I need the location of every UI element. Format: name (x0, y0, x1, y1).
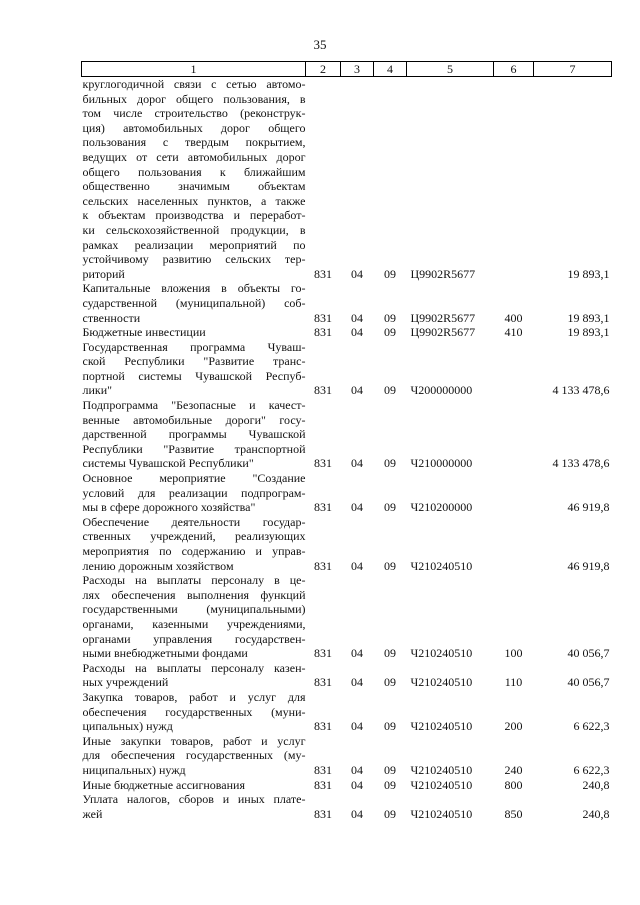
table-row (82, 398, 612, 471)
section-code: 04 (351, 310, 363, 325)
row-description (82, 340, 306, 398)
expense-type-code: 850 (504, 806, 523, 821)
subsection-code: 09 (384, 719, 396, 734)
amount-value: 240,8 (582, 777, 610, 792)
section-code: 04 (351, 558, 363, 573)
description-line: Расходы на выплаты персоналу в це- (82, 573, 306, 588)
amount-value: 19 893,1 (567, 310, 610, 325)
expense-type-code: 100 (504, 646, 523, 661)
column-header-ministry: 2 (306, 62, 341, 77)
description-line: ки сельскохозяйственной продукции, в (82, 222, 306, 237)
ministry-code: 831 (314, 456, 332, 471)
target-article-code: Ц9902R5677 (410, 325, 476, 340)
description-line: Основное мероприятие "Создание (82, 471, 306, 486)
amount-value: 19 893,1 (567, 325, 610, 340)
description-line: государственными (муниципальными) (82, 602, 306, 617)
target-article-code: Ч200000000 (410, 383, 473, 398)
expense-type-code: 410 (504, 325, 523, 340)
ministry-code: 831 (314, 806, 332, 821)
section-code: 04 (351, 777, 363, 792)
ministry-code: 831 (314, 719, 332, 734)
description-line: мы в сфере дорожного хозяйства" (82, 500, 256, 515)
section-code: 04 (351, 500, 363, 515)
description-line: общего пользования к ближайшим (82, 164, 306, 179)
amount-value: 46 919,8 (567, 500, 610, 515)
ministry-code: 831 (314, 675, 332, 690)
table-row (82, 792, 612, 821)
description-line: лях обеспечения выполнения функций (82, 587, 306, 602)
expense-type-code (494, 340, 534, 398)
row-description (82, 778, 306, 793)
ministry-code: 831 (314, 266, 332, 281)
amount-value: 4 133 478,6 (552, 383, 610, 398)
ministry-code: 831 (314, 646, 332, 661)
description-line: обеспечения государственных (муни- (82, 704, 306, 719)
description-line: Обеспечение деятельности государ- (82, 514, 306, 529)
ministry-code: 831 (314, 325, 332, 340)
expense-type-code (494, 77, 534, 282)
description-line: сударственной (муниципальной) соб- (82, 295, 306, 310)
description-line: ция) автомобильных дорог общего (82, 120, 306, 135)
row-description (82, 77, 306, 282)
ministry-code: 831 (314, 762, 332, 777)
description-line: общественно значимым объектам (82, 179, 306, 194)
row-description (82, 515, 306, 573)
description-line: Иные закупки товаров, работ и услуг (82, 733, 306, 748)
section-code: 04 (351, 456, 363, 471)
description-line: сельских населенных пунктов, а также (82, 193, 306, 208)
target-article-code: Ч210240510 (410, 719, 473, 734)
description-line: портной системы Чувашской Респуб- (82, 368, 306, 383)
amount-value: 40 056,7 (567, 646, 610, 661)
subsection-code: 09 (384, 646, 396, 661)
subsection-code: 09 (384, 500, 396, 515)
expense-type-code (494, 471, 534, 515)
amount-value: 46 919,8 (567, 558, 610, 573)
subsection-code: 09 (384, 310, 396, 325)
description-line: том числе строительство (реконструк- (82, 106, 306, 121)
table-row (82, 77, 612, 282)
table-row (82, 340, 612, 398)
target-article-code: Ч210240510 (410, 558, 473, 573)
table-header (82, 62, 612, 77)
description-line: венные автомобильные дороги" госу- (82, 412, 306, 427)
subsection-code: 09 (384, 762, 396, 777)
expense-type-code: 200 (504, 719, 523, 734)
description-line: ципальных) нужд (82, 719, 173, 734)
section-code: 04 (351, 646, 363, 661)
description-line: для обеспечения государственных (му- (82, 748, 306, 763)
description-line: лению дорожным хозяйством (82, 558, 234, 573)
row-description (82, 690, 306, 734)
table-row (82, 690, 612, 734)
description-line: Уплата налогов, сборов и иных плате- (82, 792, 306, 807)
subsection-code: 09 (384, 675, 396, 690)
description-line: ственных учреждений, реализующих (82, 529, 306, 544)
table-row (82, 325, 612, 340)
subsection-code: 09 (384, 558, 396, 573)
description-line: Бюджетные инвестиции (82, 325, 206, 340)
subsection-code: 09 (384, 383, 396, 398)
subsection-code: 09 (384, 777, 396, 792)
column-header-target-article: 5 (407, 62, 494, 77)
description-line: Республики "Развитие транспортной (82, 441, 306, 456)
description-line: органами управления государствен- (82, 631, 306, 646)
row-description (82, 734, 306, 778)
row-description (82, 325, 306, 340)
column-header-expense-type: 6 (494, 62, 534, 77)
amount-value: 6 622,3 (573, 719, 610, 734)
amount-value: 4 133 478,6 (552, 456, 610, 471)
section-code: 04 (351, 383, 363, 398)
column-header-amount: 7 (534, 62, 612, 77)
description-line: ственности (82, 310, 141, 325)
table-row (82, 515, 612, 573)
section-code: 04 (351, 719, 363, 734)
target-article-code: Ч210240510 (410, 806, 473, 821)
description-line: пользования с твердым покрытием, (82, 135, 306, 150)
section-code: 04 (351, 266, 363, 281)
section-code: 04 (351, 325, 363, 340)
description-line: жей (82, 806, 103, 821)
description-line: устойчивому развитию сельских тер- (82, 252, 306, 267)
description-line: Иные бюджетные ассигнования (82, 777, 245, 792)
amount-value: 240,8 (582, 806, 610, 821)
amount-value: 6 622,3 (573, 762, 610, 777)
ministry-code: 831 (314, 383, 332, 398)
expense-type-code (494, 398, 534, 471)
table-row (82, 778, 612, 793)
subsection-code: 09 (384, 456, 396, 471)
target-article-code: Ч210240510 (410, 646, 473, 661)
budget-table (81, 61, 612, 821)
expense-type-code: 240 (504, 762, 523, 777)
description-line: дарственной программы Чувашской (82, 427, 306, 442)
ministry-code: 831 (314, 500, 332, 515)
subsection-code: 09 (384, 806, 396, 821)
row-description (82, 573, 306, 661)
amount-value: 40 056,7 (567, 675, 610, 690)
description-line: рамках реализации мероприятий по (82, 237, 306, 252)
description-line: лики" (82, 383, 113, 398)
table-row (82, 661, 612, 690)
description-line: Закупка товаров, работ и услуг для (82, 689, 306, 704)
page-number: 35 (313, 37, 327, 52)
description-line: Подпрограмма "Безопасные и качест- (82, 398, 306, 413)
column-header-subsection: 4 (374, 62, 407, 77)
section-code: 04 (351, 675, 363, 690)
description-line: круглогодичной связи с сетью автомо- (82, 77, 306, 91)
description-line: Государственная программа Чуваш- (82, 339, 306, 354)
target-article-code: Ц9902R5677 (410, 266, 476, 281)
expense-type-code: 800 (504, 777, 523, 792)
column-header-description: 1 (82, 62, 306, 77)
target-article-code: Ч210240510 (410, 675, 473, 690)
ministry-code: 831 (314, 558, 332, 573)
description-line: ниципальных) нужд (82, 762, 186, 777)
description-line: органами, казенными учреждениями, (82, 616, 306, 631)
target-article-code: Ч210240510 (410, 777, 473, 792)
row-description (82, 661, 306, 690)
row-description (82, 471, 306, 515)
description-line: к объектам производства и переработ- (82, 208, 306, 223)
table-row (82, 281, 612, 325)
column-header-section: 3 (341, 62, 374, 77)
target-article-code: Ч210200000 (410, 500, 473, 515)
row-description (82, 281, 306, 325)
table-row (82, 734, 612, 778)
description-line: Расходы на выплаты персоналу казен- (82, 660, 306, 675)
table-row (82, 573, 612, 661)
target-article-code: Ц9902R5677 (410, 310, 476, 325)
target-article-code: Ч210000000 (410, 456, 473, 471)
description-line: ведущих от сети автомобильных дорог (82, 149, 306, 164)
description-line: системы Чувашской Республики" (82, 456, 254, 471)
target-article-code: Ч210240510 (410, 762, 473, 777)
description-line: бильных дорог общего пользования, в (82, 91, 306, 106)
description-line: условий для реализации подпрограм- (82, 485, 306, 500)
ministry-code: 831 (314, 777, 332, 792)
section-code: 04 (351, 806, 363, 821)
expense-type-code: 400 (504, 310, 523, 325)
description-line: ской Республики "Развитие транс- (82, 354, 306, 369)
expense-type-code (494, 515, 534, 573)
expense-type-code: 110 (504, 675, 523, 690)
subsection-code: 09 (384, 266, 396, 281)
section-code: 04 (351, 762, 363, 777)
description-line: мероприятия по содержанию и управ- (82, 544, 306, 558)
ministry-code: 831 (314, 310, 332, 325)
description-line: Капитальные вложения в объекты го- (82, 281, 306, 296)
header-row (82, 62, 612, 77)
subsection-code: 09 (384, 325, 396, 340)
table-body (82, 77, 612, 822)
description-line: ными внебюджетными фондами (82, 646, 248, 661)
row-description (82, 398, 306, 471)
description-line: ных учреждений (82, 675, 169, 690)
amount-value: 19 893,1 (567, 266, 610, 281)
description-line: риторий (82, 266, 125, 281)
table-row (82, 471, 612, 515)
row-description (82, 792, 306, 821)
